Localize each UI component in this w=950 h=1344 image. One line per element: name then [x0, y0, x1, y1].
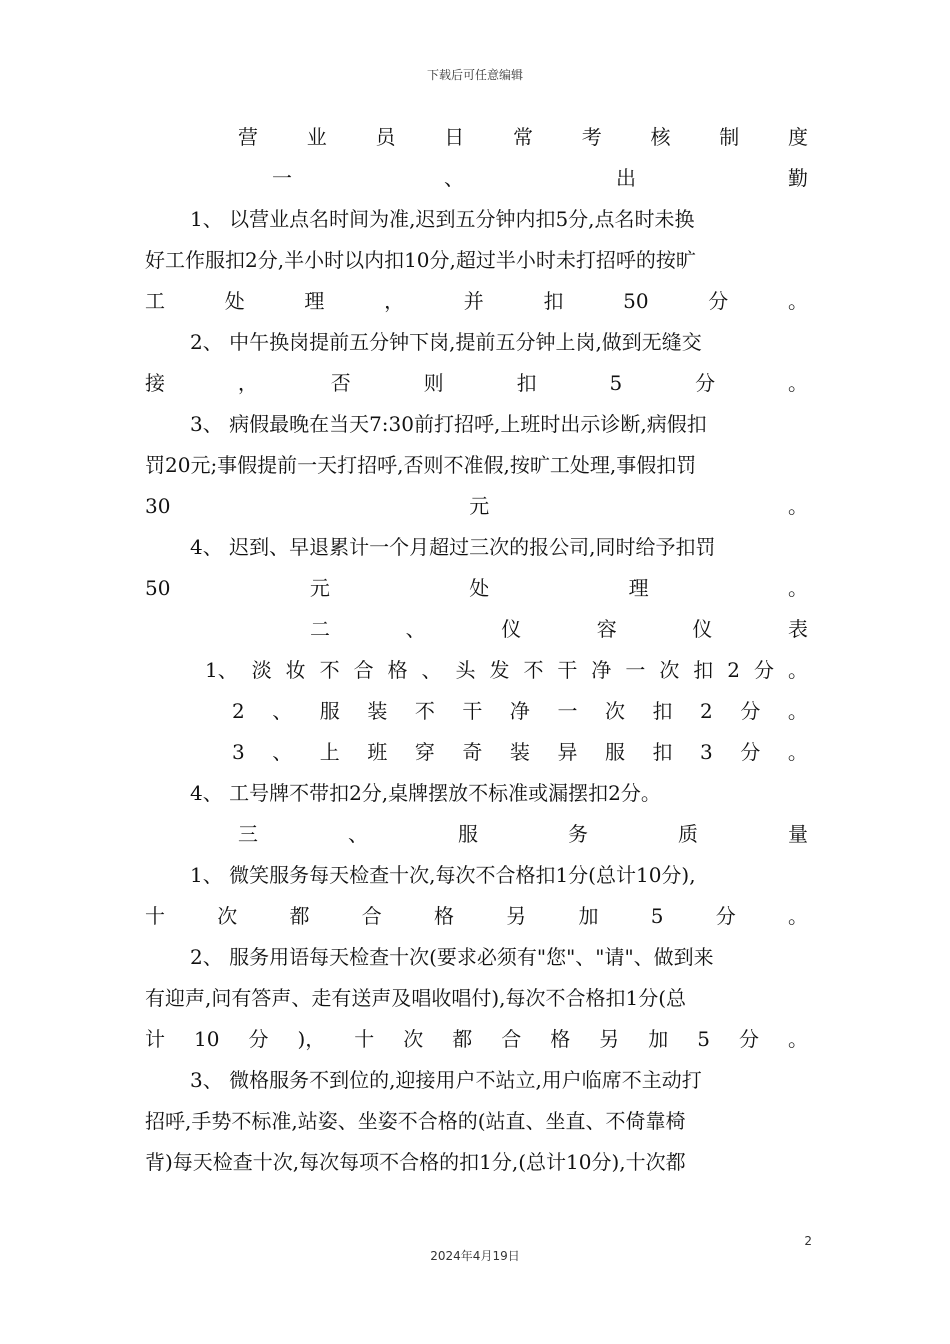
text-line — [272, 163, 808, 193]
text-token: 都 — [452, 1027, 473, 1051]
text-token: 营 — [238, 125, 258, 149]
text-token: 。 — [787, 740, 808, 764]
text-token: 加 — [648, 1027, 669, 1051]
text-line: 背)每天检查十次,每次每项不合格的扣1分,(总计10分),十次都 — [145, 1150, 686, 1174]
text-token: 十 — [145, 904, 165, 928]
text-token: 扣 — [516, 371, 537, 395]
text-token: 分 — [740, 740, 761, 764]
text-line: 3、 微格服务不到位的,迎接用户不站立,用户临席不主动打 — [190, 1068, 702, 1092]
text-token: 。 — [787, 494, 808, 518]
text-token: 不 — [319, 658, 340, 682]
text-line: 1、 微笑服务每天检查十次,每次不合格扣1分(总计10分), — [190, 863, 696, 887]
text-token: 容 — [596, 617, 617, 641]
text-token: 30 — [145, 494, 171, 518]
text-line — [205, 655, 808, 685]
text-token: 工 — [145, 289, 165, 313]
text-token: 并 — [463, 289, 484, 313]
text-token: ， — [237, 371, 258, 395]
text-token: 勤 — [788, 166, 808, 190]
text-token: 加 — [578, 904, 599, 928]
text-token: 头 — [455, 658, 476, 682]
text-token: 次 — [217, 904, 238, 928]
text-token: 一 — [625, 658, 646, 682]
text-line — [232, 737, 808, 767]
text-token: 不 — [414, 699, 435, 723]
text-token: 干 — [557, 658, 578, 682]
text-line: 招呼,手势不标准,站姿、坐姿不合格的(站直、坐直、不倚靠椅 — [145, 1109, 686, 1133]
text-token: 穿 — [414, 740, 435, 764]
text-token: 。 — [787, 289, 808, 313]
text-token: 一 — [557, 699, 578, 723]
text-token: 50 — [623, 289, 649, 313]
text-token: 5 — [650, 904, 664, 928]
text-token: 、 — [348, 822, 368, 846]
text-token: 次 — [403, 1027, 424, 1051]
text-token: 、 — [272, 740, 293, 764]
text-token: 。 — [787, 371, 808, 395]
text-token: 2 — [700, 699, 713, 723]
text-token: 格 — [387, 658, 408, 682]
text-token: 合 — [501, 1027, 522, 1051]
text-line — [145, 901, 808, 931]
text-line: 2、 中午换岗提前五分钟下岗,提前五分钟上岗,做到无缝交 — [190, 330, 702, 354]
text-line: 罚20元;事假提前一天打招呼,否则不准假,按旷工处理,事假扣罚 — [145, 453, 697, 477]
text-token: 、 — [421, 658, 442, 682]
text-token: 元 — [469, 494, 490, 518]
text-token: 扣 — [543, 289, 564, 313]
text-token: 1、 — [205, 658, 238, 682]
text-line — [238, 819, 808, 849]
text-token: 干 — [462, 699, 483, 723]
text-token: 十 — [354, 1027, 375, 1051]
text-token: 接 — [145, 371, 165, 395]
text-line: 好工作服扣2分,半小时以内扣10分,超过半小时未打招呼的按旷 — [145, 248, 696, 272]
text-token: 上 — [319, 740, 340, 764]
text-token: 分 — [695, 371, 716, 395]
text-token: 员 — [375, 125, 396, 149]
text-token: 扣 — [652, 699, 673, 723]
text-token: 否 — [330, 371, 351, 395]
text-token: 格 — [434, 904, 454, 928]
text-token: 质 — [678, 822, 698, 846]
text-line: 4、 工号牌不带扣2分,桌牌摆放不标准或漏摆扣2分。 — [190, 781, 661, 805]
text-token: 分 — [708, 289, 729, 313]
text-token: 仪 — [692, 617, 713, 641]
text-token: 分 — [740, 699, 761, 723]
text-token: 5 — [697, 1027, 710, 1051]
text-token: 次 — [659, 658, 680, 682]
text-token: 服 — [458, 822, 478, 846]
text-token: 。 — [788, 1027, 808, 1051]
text-token: 奇 — [462, 740, 483, 764]
text-token: 处 — [224, 289, 245, 313]
text-token: 一 — [272, 166, 292, 190]
text-token: 装 — [367, 699, 388, 723]
text-line — [145, 1024, 808, 1054]
text-token: 妆 — [285, 658, 306, 682]
text-token: 、 — [272, 699, 293, 723]
text-token: 都 — [289, 904, 310, 928]
page-header: 下载后可任意编辑 — [426, 68, 523, 82]
text-token: 考 — [581, 125, 602, 149]
text-token: 。 — [787, 576, 808, 600]
text-line — [145, 286, 808, 316]
text-line: 1、 以营业点名时间为准,迟到五分钟内扣5分,点名时未换 — [190, 207, 695, 231]
text-token: 仪 — [501, 617, 522, 641]
text-token: 处 — [469, 576, 490, 600]
text-token: 三 — [238, 822, 258, 846]
text-line: 3、 病假最晚在当天7:30前打招呼,上班时出示诊断,病假扣 — [190, 412, 707, 436]
text-token: 10 — [194, 1027, 220, 1051]
text-line — [238, 122, 808, 152]
text-token: 发 — [489, 658, 510, 682]
text-token: 理 — [304, 289, 325, 313]
text-token: 净 — [591, 658, 612, 682]
text-token: 表 — [787, 617, 808, 641]
text-token: 务 — [568, 822, 588, 846]
text-token: 日 — [444, 125, 465, 149]
text-token: 分 — [753, 658, 774, 682]
text-line — [232, 696, 808, 726]
text-token: 分 — [739, 1027, 759, 1051]
text-line — [310, 614, 808, 644]
text-line — [145, 491, 808, 521]
text-token: 服 — [604, 740, 625, 764]
text-token: 异 — [557, 740, 578, 764]
text-token: 二 — [310, 617, 330, 641]
text-token: 另 — [599, 1027, 620, 1051]
text-token: 出 — [616, 166, 636, 190]
text-token: 理 — [628, 576, 649, 600]
text-token: 量 — [788, 822, 808, 846]
text-token: 扣 — [693, 658, 714, 682]
text-token: 。 — [787, 699, 808, 723]
text-token: 元 — [309, 576, 330, 600]
text-token: 分 — [248, 1027, 269, 1051]
text-token: 合 — [361, 904, 382, 928]
text-token: 另 — [506, 904, 527, 928]
text-line — [145, 368, 808, 398]
text-token: 5 — [609, 371, 623, 395]
text-token: 制 — [719, 125, 740, 149]
text-line: 4、 迟到、早退累计一个月超过三次的报公司,同时给予扣罚 — [190, 535, 716, 559]
text-token: 净 — [509, 699, 530, 723]
text-token: 、 — [444, 166, 464, 190]
text-token: 核 — [650, 125, 671, 149]
text-token: 3 — [700, 740, 713, 764]
text-token: 服 — [319, 699, 340, 723]
text-token: 分 — [715, 904, 736, 928]
text-token: 扣 — [652, 740, 673, 764]
text-line: 有迎声,问有答声、走有送声及唱收唱付),每次不合格扣1分(总 — [145, 986, 687, 1010]
text-token: 、 — [405, 617, 426, 641]
text-token: 。 — [787, 658, 808, 682]
text-token: 。 — [787, 904, 808, 928]
text-token: )， — [297, 1027, 326, 1051]
text-token: 度 — [788, 125, 808, 149]
text-token: 3 — [232, 740, 245, 764]
text-line — [145, 573, 808, 603]
text-token: 合 — [353, 658, 374, 682]
text-token: ， — [384, 289, 405, 313]
text-token: 2 — [232, 699, 245, 723]
text-token: 常 — [513, 125, 533, 149]
text-line: 2、 服务用语每天检查十次(要求必须有"您"、"请"、做到来 — [190, 945, 714, 969]
text-token: 格 — [550, 1027, 571, 1051]
text-token: 装 — [509, 740, 530, 764]
text-token: 业 — [306, 125, 327, 149]
text-token: 淡 — [251, 658, 272, 682]
page-number: 2 — [804, 1234, 812, 1248]
text-token: 次 — [604, 699, 625, 723]
footer-date: 2024年4月19日 — [430, 1249, 520, 1263]
text-token: 50 — [145, 576, 171, 600]
text-token: 不 — [523, 658, 544, 682]
text-token: 则 — [423, 371, 444, 395]
text-token: 班 — [367, 740, 388, 764]
text-token: 2 — [727, 658, 740, 682]
text-token: 计 — [145, 1027, 165, 1051]
